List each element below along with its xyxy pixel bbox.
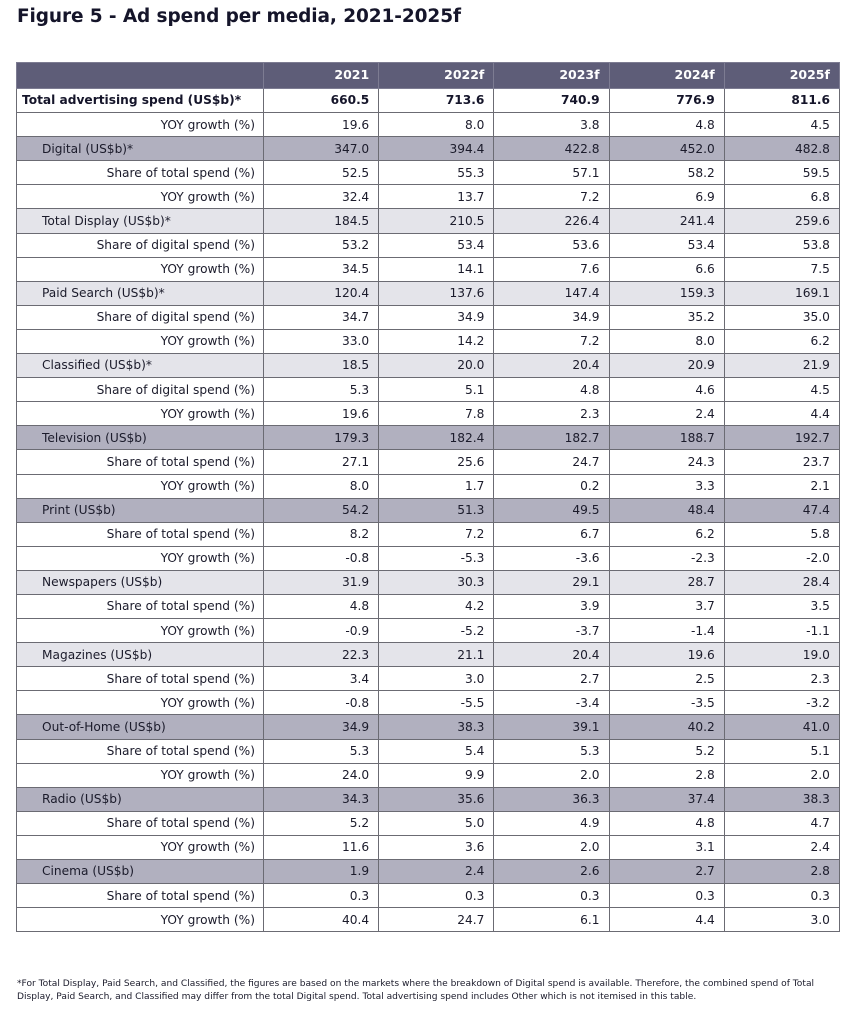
value-cell: 4.7 [724,811,839,835]
value-cell: 3.1 [609,835,724,859]
row-label: YOY growth (%) [17,113,264,137]
row-label: Paid Search (US$b)* [17,281,264,305]
value-cell: 259.6 [724,209,839,233]
value-cell: 54.2 [264,498,379,522]
value-cell: 2.3 [494,402,609,426]
value-cell: 482.8 [724,137,839,161]
table-subrow [17,305,840,329]
value-cell: -2.3 [609,546,724,570]
table-subrow [17,811,840,835]
value-cell: 5.4 [379,739,494,763]
value-cell: 3.6 [379,835,494,859]
value-cell: 20.0 [379,354,494,378]
value-cell: 192.7 [724,426,839,450]
row-label: Total advertising spend (US$b)* [17,89,264,113]
value-cell: 20.4 [494,643,609,667]
value-cell: 3.8 [494,113,609,137]
value-cell: 210.5 [379,209,494,233]
value-cell: 39.1 [494,715,609,739]
value-cell: 4.8 [264,594,379,618]
table-subrow [17,739,840,763]
value-cell: 422.8 [494,137,609,161]
value-cell: -1.4 [609,619,724,643]
value-cell: 4.8 [609,113,724,137]
value-cell: -5.5 [379,691,494,715]
value-cell: 4.2 [379,594,494,618]
row-label: YOY growth (%) [17,691,264,715]
value-cell: 2.7 [494,667,609,691]
value-cell: 5.3 [264,378,379,402]
value-cell: 8.0 [609,329,724,353]
value-cell: 6.1 [494,908,609,932]
value-cell: 21.1 [379,643,494,667]
value-cell: -3.4 [494,691,609,715]
value-cell: 27.1 [264,450,379,474]
value-cell: 9.9 [379,763,494,787]
value-cell: -0.8 [264,546,379,570]
value-cell: 53.4 [609,233,724,257]
value-cell: 5.3 [494,739,609,763]
value-cell: 34.9 [379,305,494,329]
value-cell: 740.9 [494,89,609,113]
row-label: Share of total spend (%) [17,811,264,835]
value-cell: 18.5 [264,354,379,378]
row-label: Out-of-Home (US$b) [17,715,264,739]
value-cell: 4.8 [609,811,724,835]
value-cell: 0.2 [494,474,609,498]
table-subrow [17,233,840,257]
value-cell: 6.6 [609,257,724,281]
row-label: Share of total spend (%) [17,161,264,185]
value-cell: 5.3 [264,739,379,763]
table-subrow [17,378,840,402]
value-cell: 4.6 [609,378,724,402]
table-category-row [17,281,840,305]
value-cell: 53.4 [379,233,494,257]
table-subrow [17,619,840,643]
value-cell: 6.9 [609,185,724,209]
value-cell: 41.0 [724,715,839,739]
table-subrow [17,329,840,353]
value-cell: 5.2 [264,811,379,835]
value-cell: 159.3 [609,281,724,305]
table-subrow [17,474,840,498]
row-label: Magazines (US$b) [17,643,264,667]
value-cell: 53.8 [724,233,839,257]
value-cell: 660.5 [264,89,379,113]
value-cell: 36.3 [494,787,609,811]
value-cell: 182.4 [379,426,494,450]
table-category-row [17,787,840,811]
table-subrow [17,257,840,281]
value-cell: -3.2 [724,691,839,715]
table-category-row [17,860,840,884]
value-cell: 29.1 [494,570,609,594]
value-cell: 2.7 [609,860,724,884]
value-cell: 4.5 [724,378,839,402]
value-cell: 5.0 [379,811,494,835]
value-cell: -3.7 [494,619,609,643]
value-cell: 3.9 [494,594,609,618]
table-category-row [17,209,840,233]
row-label: YOY growth (%) [17,619,264,643]
value-cell: 2.8 [609,763,724,787]
value-cell: 1.7 [379,474,494,498]
value-cell: -1.1 [724,619,839,643]
table-subrow [17,667,840,691]
value-cell: 19.6 [609,643,724,667]
table-category-row [17,715,840,739]
value-cell: 6.7 [494,522,609,546]
row-label: Share of total spend (%) [17,522,264,546]
table-subrow [17,691,840,715]
value-cell: 53.6 [494,233,609,257]
value-cell: 4.4 [724,402,839,426]
row-label: Digital (US$b)* [17,137,264,161]
value-cell: 2.5 [609,667,724,691]
value-cell: 4.9 [494,811,609,835]
value-cell: 34.7 [264,305,379,329]
value-cell: 58.2 [609,161,724,185]
value-cell: 347.0 [264,137,379,161]
value-cell: 19.0 [724,643,839,667]
value-cell: 48.4 [609,498,724,522]
value-cell: 4.8 [494,378,609,402]
value-cell: 5.2 [609,739,724,763]
value-cell: 57.1 [494,161,609,185]
value-cell: 40.2 [609,715,724,739]
row-label: Share of total spend (%) [17,667,264,691]
header-cell-label [17,63,264,89]
value-cell: 776.9 [609,89,724,113]
value-cell: 2.4 [609,402,724,426]
figure-title: Figure 5 - Ad spend per media, 2021-2025f [17,6,461,27]
value-cell: 147.4 [494,281,609,305]
value-cell: 184.5 [264,209,379,233]
header-cell-year: 2023f [494,63,609,89]
value-cell: 3.3 [609,474,724,498]
value-cell: 37.4 [609,787,724,811]
value-cell: -5.3 [379,546,494,570]
value-cell: 20.4 [494,354,609,378]
ad-spend-table [16,62,840,932]
row-label: Classified (US$b)* [17,354,264,378]
value-cell: 2.4 [724,835,839,859]
value-cell: 34.3 [264,787,379,811]
value-cell: 22.3 [264,643,379,667]
value-cell: 35.6 [379,787,494,811]
table-subrow [17,884,840,908]
value-cell: 20.9 [609,354,724,378]
value-cell: -3.5 [609,691,724,715]
table-subrow [17,522,840,546]
table-subrow [17,594,840,618]
value-cell: 188.7 [609,426,724,450]
value-cell: 19.6 [264,113,379,137]
value-cell: 40.4 [264,908,379,932]
table-category-row [17,426,840,450]
table-subrow [17,450,840,474]
value-cell: 34.5 [264,257,379,281]
value-cell: 31.9 [264,570,379,594]
value-cell: 8.0 [264,474,379,498]
value-cell: 0.3 [609,884,724,908]
value-cell: 14.1 [379,257,494,281]
value-cell: 4.5 [724,113,839,137]
value-cell: 7.2 [494,185,609,209]
value-cell: 713.6 [379,89,494,113]
row-label: Share of digital spend (%) [17,305,264,329]
row-label: YOY growth (%) [17,474,264,498]
row-label: YOY growth (%) [17,329,264,353]
value-cell: 0.3 [379,884,494,908]
table-header-row [17,63,840,89]
row-label: Print (US$b) [17,498,264,522]
value-cell: 7.5 [724,257,839,281]
value-cell: 2.8 [724,860,839,884]
value-cell: 226.4 [494,209,609,233]
value-cell: 23.7 [724,450,839,474]
value-cell: 11.6 [264,835,379,859]
value-cell: 137.6 [379,281,494,305]
value-cell: -2.0 [724,546,839,570]
value-cell: 2.1 [724,474,839,498]
value-cell: 6.2 [724,329,839,353]
value-cell: 3.7 [609,594,724,618]
table-category-row [17,498,840,522]
table-category-row [17,354,840,378]
row-label: YOY growth (%) [17,402,264,426]
value-cell: 2.6 [494,860,609,884]
value-cell: 30.3 [379,570,494,594]
row-label: Cinema (US$b) [17,860,264,884]
value-cell: 24.3 [609,450,724,474]
row-label: Share of total spend (%) [17,450,264,474]
row-label: Share of total spend (%) [17,739,264,763]
value-cell: 5.1 [724,739,839,763]
table-subrow [17,185,840,209]
value-cell: 14.2 [379,329,494,353]
value-cell: 25.6 [379,450,494,474]
value-cell: 0.3 [724,884,839,908]
row-label: Share of digital spend (%) [17,233,264,257]
value-cell: 35.0 [724,305,839,329]
table-subrow [17,763,840,787]
row-label: YOY growth (%) [17,908,264,932]
value-cell: 3.5 [724,594,839,618]
value-cell: 24.7 [379,908,494,932]
value-cell: 3.0 [379,667,494,691]
row-label: YOY growth (%) [17,763,264,787]
value-cell: 6.2 [609,522,724,546]
table-subrow [17,113,840,137]
row-label: Total Display (US$b)* [17,209,264,233]
header-cell-year: 2025f [724,63,839,89]
row-label: Share of total spend (%) [17,594,264,618]
value-cell: 38.3 [379,715,494,739]
value-cell: 38.3 [724,787,839,811]
value-cell: -0.9 [264,619,379,643]
value-cell: 53.2 [264,233,379,257]
table-subrow [17,908,840,932]
value-cell: 5.8 [724,522,839,546]
table-category-row [17,643,840,667]
value-cell: 2.3 [724,667,839,691]
value-cell: 35.2 [609,305,724,329]
value-cell: 34.9 [264,715,379,739]
value-cell: 2.0 [494,835,609,859]
row-label: YOY growth (%) [17,546,264,570]
value-cell: 51.3 [379,498,494,522]
value-cell: 182.7 [494,426,609,450]
table-total-row [17,89,840,113]
value-cell: 3.0 [724,908,839,932]
value-cell: -3.6 [494,546,609,570]
row-label: Newspapers (US$b) [17,570,264,594]
table-subrow [17,835,840,859]
value-cell: 59.5 [724,161,839,185]
value-cell: -0.8 [264,691,379,715]
value-cell: 8.2 [264,522,379,546]
table-subrow [17,546,840,570]
table-subrow [17,161,840,185]
footnote: *For Total Display, Paid Search, and Classified, the figures are based on the markets where the breakdown of Digital spend is available. Therefore, the combined spend of Total Display, Paid Search, and Classified may differ from the total Digital spend. Total advertising spend includes Other which is not itemised in this table. [17,979,815,1002]
row-label: YOY growth (%) [17,257,264,281]
table-category-row [17,137,840,161]
value-cell: 33.0 [264,329,379,353]
header-cell-year: 2021 [264,63,379,89]
value-cell: 5.1 [379,378,494,402]
value-cell: 49.5 [494,498,609,522]
value-cell: 3.4 [264,667,379,691]
value-cell: 0.3 [494,884,609,908]
value-cell: 28.7 [609,570,724,594]
value-cell: 52.5 [264,161,379,185]
row-label: YOY growth (%) [17,835,264,859]
value-cell: 21.9 [724,354,839,378]
value-cell: 7.2 [494,329,609,353]
value-cell: 120.4 [264,281,379,305]
value-cell: 13.7 [379,185,494,209]
value-cell: 811.6 [724,89,839,113]
value-cell: 452.0 [609,137,724,161]
value-cell: -5.2 [379,619,494,643]
row-label: Television (US$b) [17,426,264,450]
value-cell: 7.6 [494,257,609,281]
value-cell: 2.0 [724,763,839,787]
value-cell: 179.3 [264,426,379,450]
value-cell: 2.4 [379,860,494,884]
table-category-row [17,570,840,594]
value-cell: 4.4 [609,908,724,932]
value-cell: 8.0 [379,113,494,137]
value-cell: 0.3 [264,884,379,908]
value-cell: 28.4 [724,570,839,594]
value-cell: 169.1 [724,281,839,305]
row-label: Share of digital spend (%) [17,378,264,402]
header-cell-year: 2024f [609,63,724,89]
value-cell: 32.4 [264,185,379,209]
value-cell: 19.6 [264,402,379,426]
row-label: Radio (US$b) [17,787,264,811]
row-label: YOY growth (%) [17,185,264,209]
value-cell: 24.7 [494,450,609,474]
value-cell: 1.9 [264,860,379,884]
value-cell: 34.9 [494,305,609,329]
value-cell: 24.0 [264,763,379,787]
value-cell: 394.4 [379,137,494,161]
value-cell: 6.8 [724,185,839,209]
value-cell: 241.4 [609,209,724,233]
value-cell: 2.0 [494,763,609,787]
row-label: Share of total spend (%) [17,884,264,908]
value-cell: 7.8 [379,402,494,426]
header-cell-year: 2022f [379,63,494,89]
table-body [17,89,840,932]
table-subrow [17,402,840,426]
value-cell: 7.2 [379,522,494,546]
value-cell: 47.4 [724,498,839,522]
value-cell: 55.3 [379,161,494,185]
